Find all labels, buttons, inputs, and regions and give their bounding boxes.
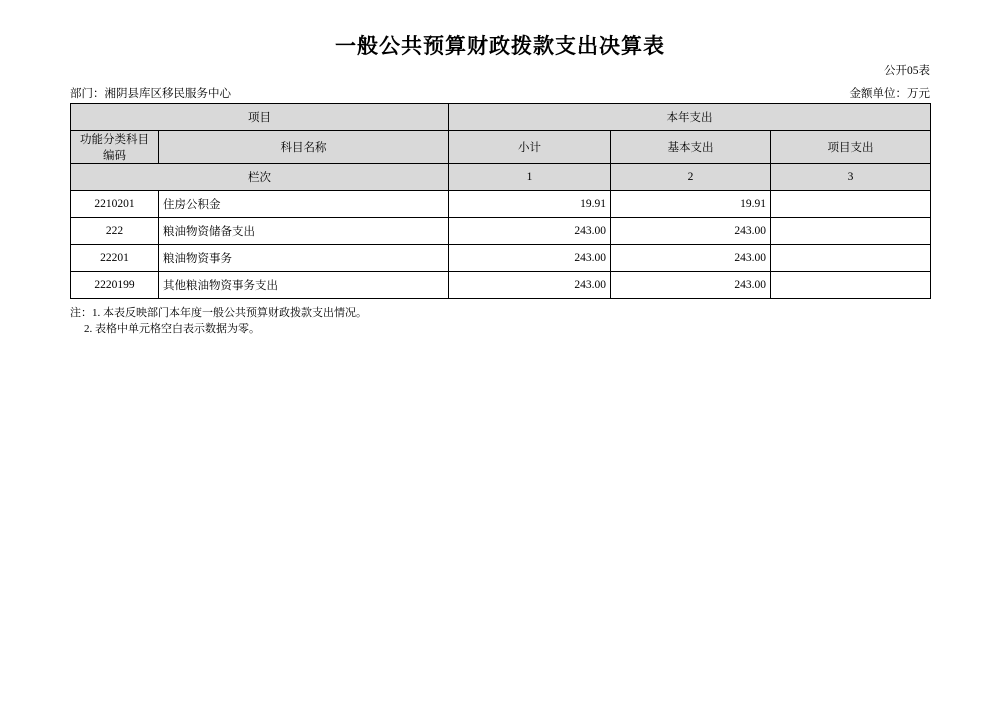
row-code: 2220199 [71, 272, 159, 299]
currency-unit-label: 金额单位：万元 [849, 88, 930, 100]
row-name: 粮油物资储备支出 [159, 218, 449, 245]
header-project-column: 项目支出 [771, 131, 931, 164]
column-number-row [71, 164, 931, 191]
column-number-label: 栏次 [71, 164, 449, 191]
header-code-line2: 编码 [103, 150, 126, 162]
table-row [71, 272, 931, 299]
row-basic: 19.91 [611, 191, 771, 218]
row-name: 粮油物资事务 [159, 245, 449, 272]
row-project [771, 272, 931, 299]
sheet-number-label: 公开05表 [884, 65, 930, 77]
row-project [771, 218, 931, 245]
budget-expenditure-table [70, 103, 931, 299]
table-header-row [71, 131, 931, 164]
row-subtotal: 243.00 [449, 245, 611, 272]
table-header-group-row [71, 104, 931, 131]
row-basic: 243.00 [611, 272, 771, 299]
row-code: 2210201 [71, 191, 159, 218]
header-code-column [71, 131, 159, 164]
row-code: 22201 [71, 245, 159, 272]
row-code: 222 [71, 218, 159, 245]
row-basic: 243.00 [611, 218, 771, 245]
note-line-2: 2. 表格中单元格空白表示数据为零。 [84, 323, 260, 335]
note-line-1: 注：1. 本表反映部门本年度一般公共预算财政拨款支出情况。 [70, 307, 367, 319]
page-title: 一般公共预算财政拨款支出决算表 [335, 34, 665, 58]
row-name: 住房公积金 [159, 191, 449, 218]
row-subtotal: 243.00 [449, 218, 611, 245]
header-basic-column: 基本支出 [611, 131, 771, 164]
meta-row [70, 85, 930, 101]
row-project [771, 245, 931, 272]
row-subtotal: 243.00 [449, 272, 611, 299]
table-row [71, 218, 931, 245]
department-label: 部门：湘阴县库区移民服务中心 [70, 88, 231, 100]
table-row [71, 191, 931, 218]
header-current-year-group: 本年支出 [449, 104, 931, 131]
row-basic: 243.00 [611, 245, 771, 272]
row-project [771, 191, 931, 218]
table-row [71, 245, 931, 272]
column-number-3: 3 [771, 164, 931, 191]
header-subtotal-column: 小计 [449, 131, 611, 164]
header-code-line1: 功能分类科目 [80, 134, 149, 146]
column-number-2: 2 [611, 164, 771, 191]
column-number-1: 1 [449, 164, 611, 191]
row-name: 其他粮油物资事务支出 [159, 272, 449, 299]
row-subtotal: 19.91 [449, 191, 611, 218]
table-notes [70, 305, 367, 337]
header-item-group: 项目 [71, 104, 449, 131]
header-name-column: 科目名称 [159, 131, 449, 164]
